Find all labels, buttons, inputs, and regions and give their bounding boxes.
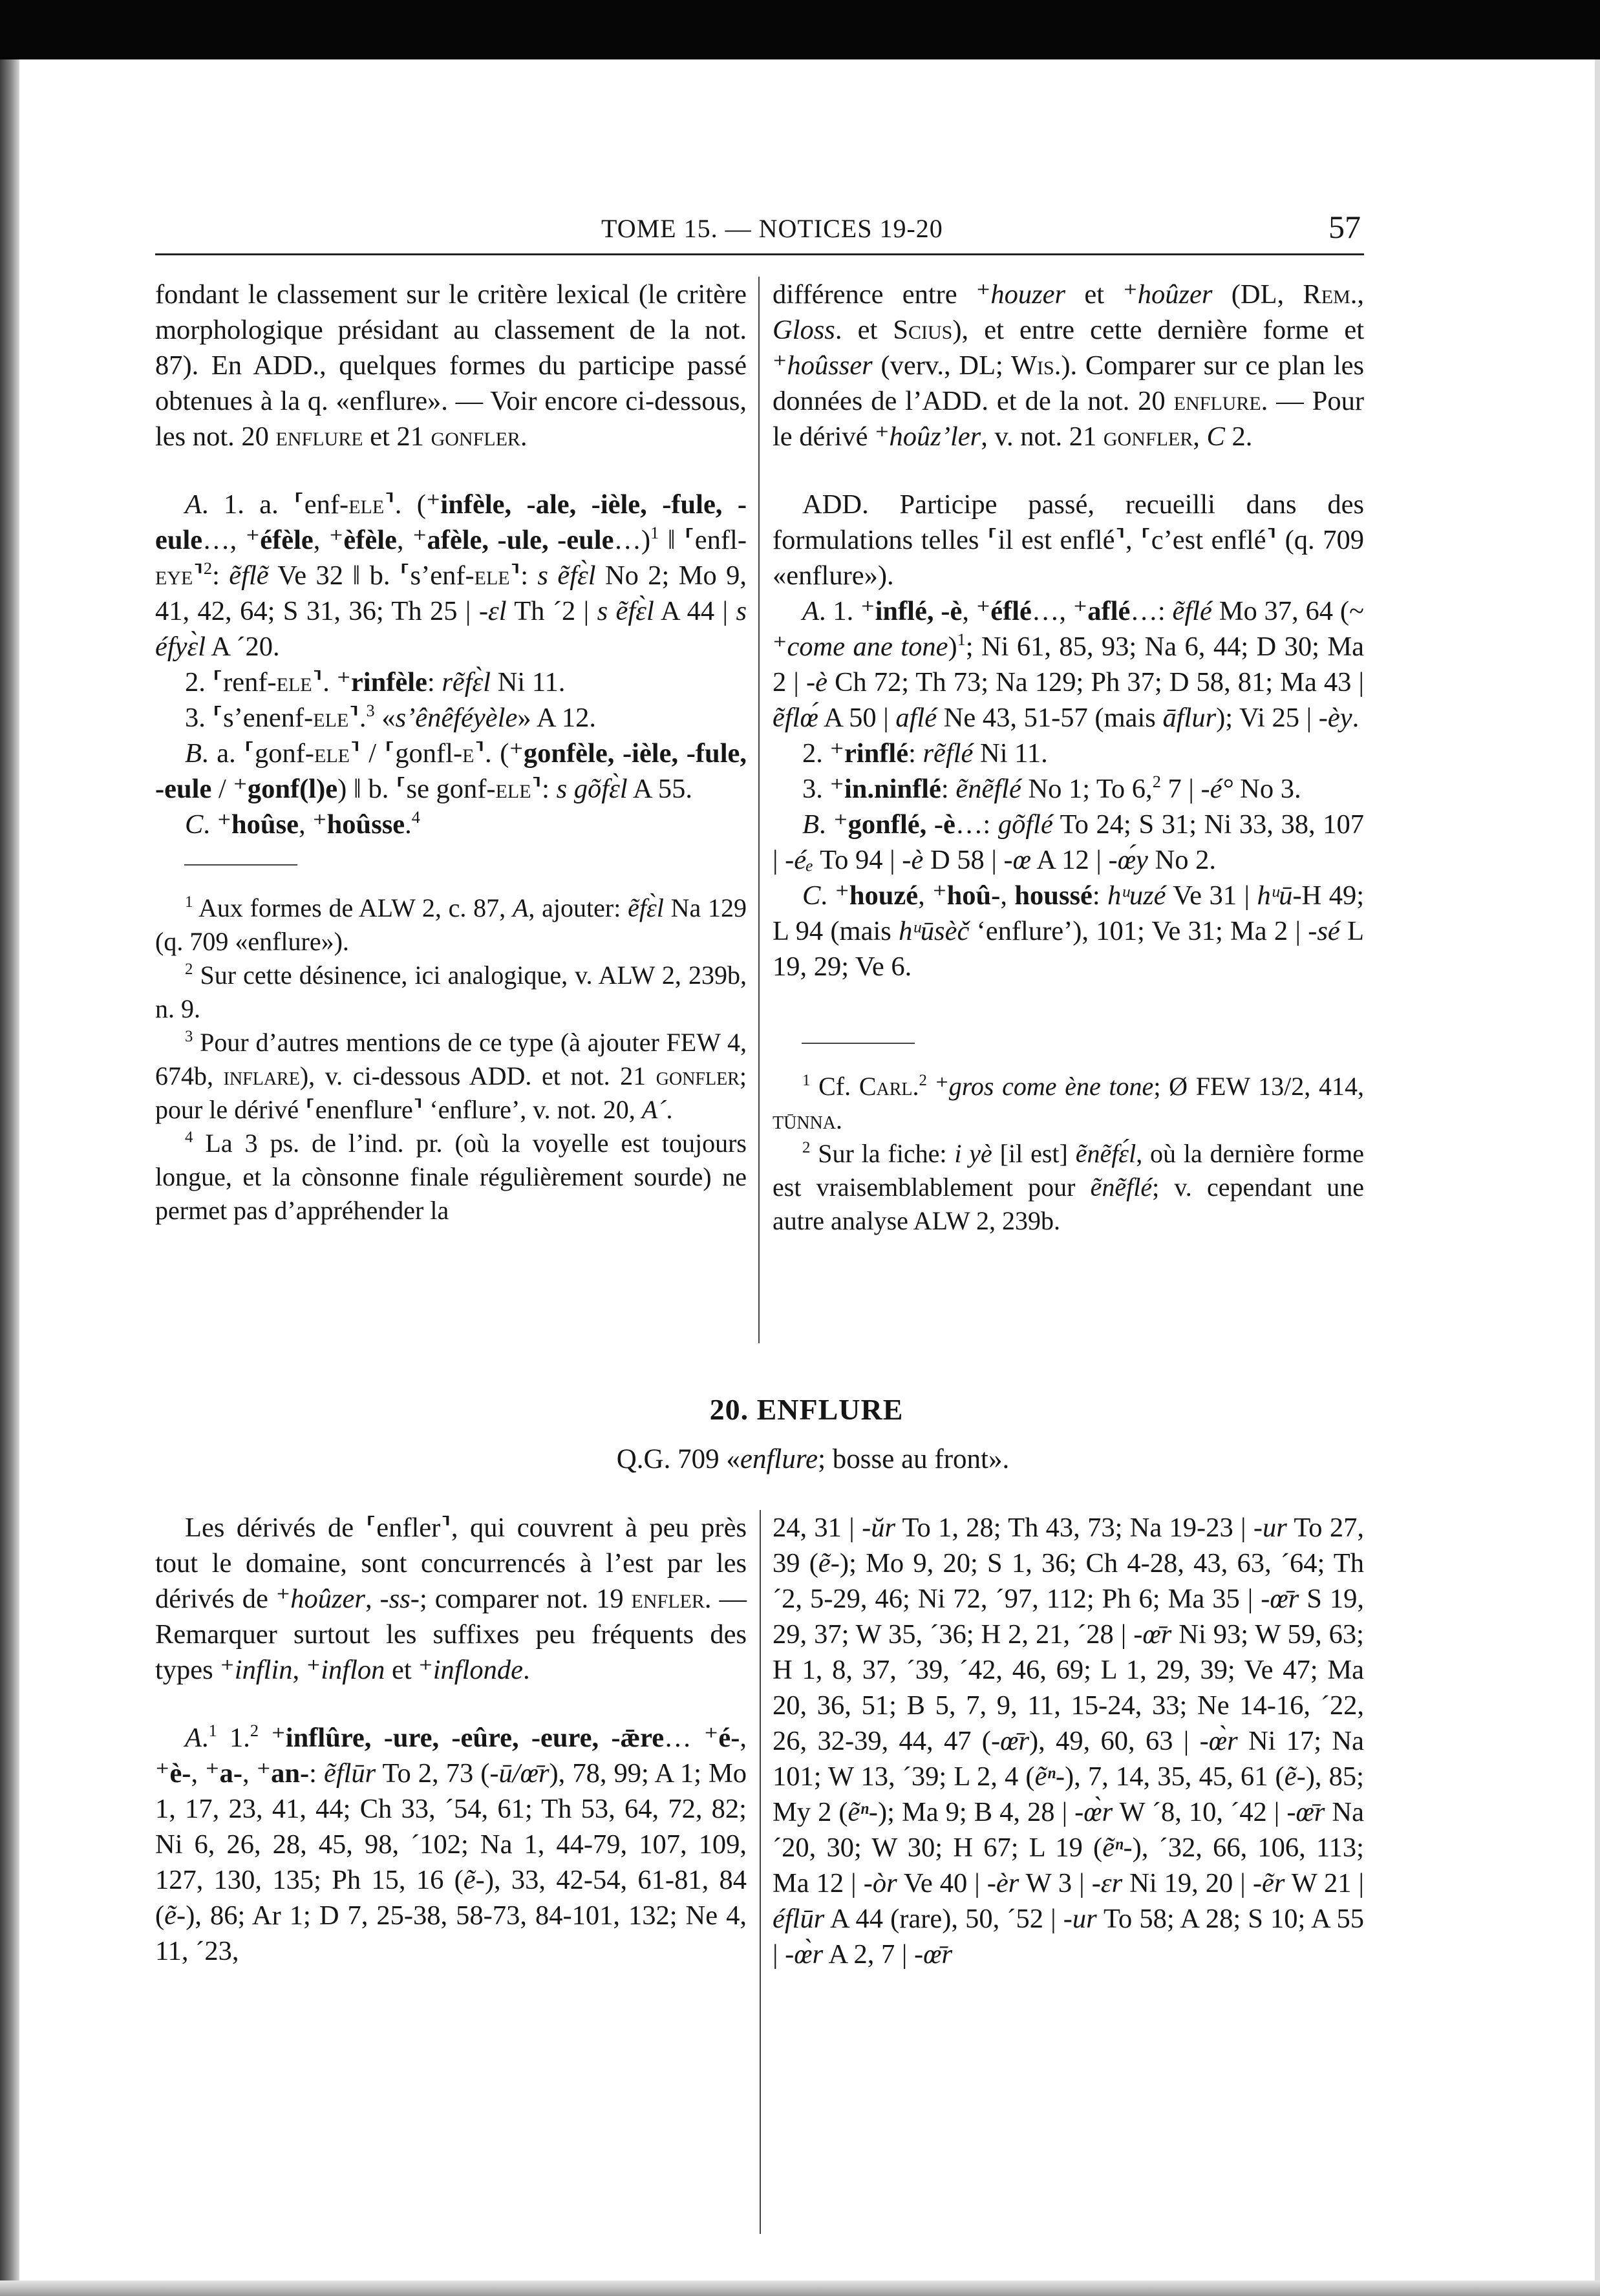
footnote-1: $^1$ Aux formes de ALW 2, c. 87, A, ajouter: ẽfɛ̀l Na 129 (q. 709 «enflure»). bbox=[155, 893, 747, 956]
header-rule bbox=[155, 253, 1364, 255]
page-number: 57 bbox=[1328, 209, 1361, 245]
footnote-rule-right bbox=[802, 1043, 915, 1044]
scan-border-right bbox=[1595, 59, 1600, 2296]
right-column-top bbox=[773, 277, 1364, 1238]
scan-border-left bbox=[0, 59, 19, 2296]
left-column-top bbox=[155, 277, 747, 1228]
left-column-bottom bbox=[155, 1510, 747, 1969]
footnotes-right bbox=[773, 1070, 1364, 1238]
enflure-entry-a1: A.$^1$ 1.$^2$ ⁺inflûre, -ure, -eûre, -eure, -ǣre… ⁺é-, ⁺è-, ⁺a-, ⁺an-: ẽflūr To 2, 73 (-ū/œ̄r), 78, 99; A 1; Mo 1, 17, 23, 41, 44; Ch 33, ´54, 61; Th 53, 64, 72, 82; Ni 6, 26, 28, 45, 98, ´102; Na 1, 44-79, 107, 109, 127, 130, 135; Ph 15, 16 (ẽ-), 33, 42-54, 61-81, 84 (ẽ-), 86; Ar 1; D 7, 25-38, 58-73, 84-101, 132; Ne 4, 11, ´23, bbox=[155, 1721, 747, 1966]
entry-a2: 2. ⸢renf-ele⸣. ⁺rinfèle: rẽfɛ̀l Ni 11. bbox=[185, 667, 566, 697]
right-intro-paragraph: différence entre ⁺houzer et ⁺hoûzer (DL, Rem., Gloss. et Scius), et entre cette dernière forme et ⁺hoûsser (verv., DL; Wis.). Comparer sur ce plan les données de l’ADD. et de la not. 20 enflure. — Pour le dérivé ⁺hoûz’ler, v. not. 21 gonfler, C 2. bbox=[773, 279, 1365, 452]
column-divider-top bbox=[758, 277, 760, 1343]
add-entry-a3: 3. ⁺in.ninflé: ẽnẽflé No 1; To 6,$^2$ 7 | -é° No 3. bbox=[802, 772, 1301, 804]
enflure-continuation: 24, 31 | -ŭr To 1, 28; Th 43, 73; Na 19-23 | -ur To 27, 39 (ẽ-); Mo 9, 20; S 1, 36; Ch 4-28, 43, 63, ´64; Th ´2, 5-29, 46; Ni 72, ´97, 112; Ph 6; Ma 35 | -œ̄r S 19, 29, 37; W 35, ´36; H 2, 21, ´28 | -œ̄r Ni 93; W 59, 63; H 1, 8, 37, ´39, ´42, 46, 69; L 1, 29, 39; Ve 47; Ma 20, 36, 51; B 5, 7, 9, 11, 15-24, 33; Ne 14-16, ´22, 26, 32-39, 44, 47 (-œ̄r), 49, 60, 63 | -œ̀r Ni 17; Na 101; W 13, ´39; L 2, 4 (ẽⁿ-), 7, 14, 35, 45, 61 (ẽ-), 85; My 2 (ẽⁿ-); Ma 9; B 4, 28 | -œ̀r W ´8, 10, ´42 | -œ̄r Na ´20, 30; W 30; H 67; L 19 (ẽⁿ-), ´32, 66, 106, 113; Ma 12 | -òr Ve 40 | -èr W 3 | -ɛr Ni 19, 20 | -ẽr W 21 | éflūr A 44 (rare), 50, ´52 | -ur To 58; A 28; S 10; A 55 | -œ̀r A 2, 7 | -œ̄r bbox=[773, 1513, 1365, 1970]
enflure-intro: Les dérivés de ⸢enfler⸣, qui couvrent à peu près tout le domaine, sont concurrencés à l’est par les dérivés de ⁺hoûzer, -ss-; comparer not. 19 enfler. — Remarquer surtout les suffixes peu fréquents des types ⁺inflin, ⁺inflon et ⁺inflonde. bbox=[155, 1513, 747, 1685]
entry-a1: A. 1. a. ⸢enf-ele⸣. (⁺infèle, -ale, -ièle, -fule, -eule…, ⁺éfèle, ⁺èfèle, ⁺afèle, -ule, -eule…)$^1$ ‖ ⸢enfl-eye⸣$^2$: ẽflẽ Ve 32 ‖ b. ⸢s’enf-ele⸣: s ẽfɛ̀l No 2; Mo 9, 41, 42, 64; S 31, 36; Th 25 | -ɛl Th ´2 | s ẽfɛ̀l A 44 | s éfyɛ̀l A ´20. bbox=[155, 489, 747, 662]
add-entry-b: B. ⁺gonflé, -è…: gõflé To 24; S 31; Ni 33, 38, 107 | -éₑ To 94 | -è D 58 | -œ A 12 | -œ́y No 2. bbox=[773, 809, 1365, 875]
right-footnote-2: $^2$ Sur la fiche: i yè [il est] ẽnẽfɛ́l, où la dernière forme est vraisemblablement pour ẽnẽflé; v. cependant une autre analyse ALW 2, 239b. bbox=[773, 1139, 1364, 1235]
section-subtitle: Q.G. 709 «enflure; bosse au front». bbox=[616, 1444, 1010, 1474]
footnote-rule-left bbox=[184, 864, 297, 866]
footnotes-left bbox=[155, 891, 747, 1228]
footnote-3: $^3$ Pour d’autres mentions de ce type (à ajouter FEW 4, 674b, inflare), v. ci-dessous ADD. et not. 21 gonfler; pour le dérivé ⸢enenflure⸣ ‘enflure’, v. not. 20, A´. bbox=[155, 1028, 747, 1124]
section-title: 20. ENFLURE bbox=[709, 1393, 904, 1426]
left-intro-paragraph: fondant le classement sur le critère lexical (le critère morphologique présidant au classement de la not. 87). En ADD., quelques formes du participe passé obtenues à la q. «enflure». — Voir encore ci-dessous, les not. 20 enflure et 21 gonfler. bbox=[155, 279, 747, 452]
right-column-bottom bbox=[773, 1510, 1364, 1972]
running-head: TOME 15. — NOTICES 19-20 bbox=[601, 214, 943, 243]
add-entry-c: C. ⁺houzé, ⁺hoû-, houssé: hᵘuzé Ve 31 | hᵘū-H 49; L 94 (mais hᵘūsèč ‘enflure’), 101; Ve 31; Ma 2 | -sé L 19, 29; Ve 6. bbox=[773, 880, 1365, 982]
right-footnote-1: $^1$ Cf. Carl.$^2$ ⁺gros come ène tone; Ø FEW 13/2, 414, tūnna. bbox=[773, 1072, 1364, 1134]
scan-border-top bbox=[0, 0, 1600, 59]
footnote-2: $^2$ Sur cette désinence, ici analogique, v. ALW 2, 239b, n. 9. bbox=[155, 961, 747, 1023]
footnote-4: $^4$ La 3 ps. de l’ind. pr. (où la voyelle est toujours longue, et la cònsonne finale régulièrement sourde) ne permet pas d’appréhender la bbox=[155, 1129, 747, 1225]
entry-a3: 3. ⸢s’enenf-ele⸣.$^3$ «s’ênêféyèle» A 12. bbox=[185, 701, 596, 733]
column-divider-bottom bbox=[760, 1510, 761, 2234]
add-entry-a2: 2. ⁺rinflé: rẽflé Ni 11. bbox=[802, 738, 1048, 769]
scan-border-bottom bbox=[0, 2280, 1600, 2296]
add-intro: ADD. Participe passé, recueilli dans des formulations telles ⸢il est enflé⸣, ⸢c’est enflé⸣ (q. 709 «enflure»). bbox=[773, 489, 1364, 591]
add-entry-a1: A. 1. ⁺inflé, -è, ⁺éflé…, ⁺aflé…: ẽflé Mo 37, 64 (~ ⁺come ane tone)$^1$; Ni 61, 85, 93; Na 6, 44; D 30; Ma 2 | -è Ch 72; Th 73; Na 129; Ph 37; D 58, 81; Ma 43 | ẽflœ́ A 50 | aflé Ne 43, 51-57 (mais āflur); Vi 25 | -èy. bbox=[773, 596, 1365, 733]
entry-b: B. a. ⸢gonf-ele⸣ / ⸢gonfl-e⸣. (⁺gonfèle, -ièle, -fule, -eule / ⁺gonf(l)e) ‖ b. ⸢se gonf-ele⸣: s gõfɛ̀l A 55. bbox=[155, 738, 747, 804]
entry-c: C. ⁺hoûse, ⁺hoûsse.$^4$ bbox=[185, 808, 420, 840]
